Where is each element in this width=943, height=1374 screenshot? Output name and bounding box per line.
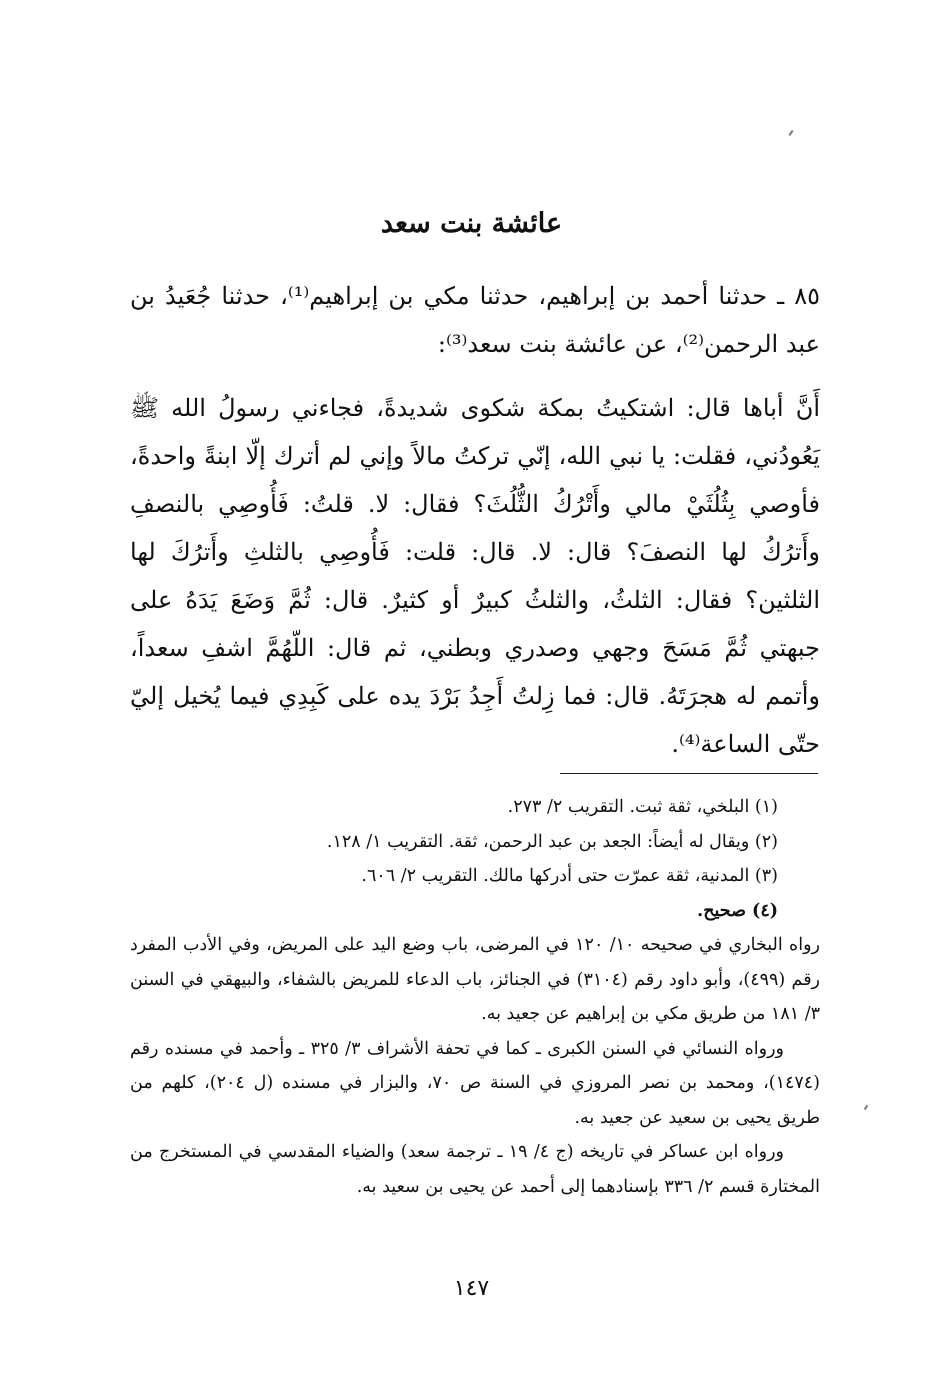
page-number: ١٤٧: [453, 1276, 490, 1301]
footnote-2: (٢) ويقال له أيضاً: الجعد بن عبد الرحمن، ثقة. التقريب ١/ ١٢٨.: [326, 831, 778, 852]
scan-speck: [788, 130, 793, 136]
section-title: عائشة بنت سعد: [380, 208, 563, 239]
footnote-divider: [560, 773, 818, 774]
footnotes: [130, 790, 820, 1204]
hadith-text: أَنَّ أباها قال: اشتكيتُ بمكة شكوى شديدةً، فجاءني رسولُ الله ﷺ يَعُودُني، فقلت: يا نبي الله، إنّي تركتُ مالاً وإني لم أترك إلّا ابنةً واحدةً، فأوصي بِثُلُثَيْ مالي وأَتْرُكُ الثُّلُثَ؟ فقال: لا. قلتُ: فَأُوصِي بالنصفِ وأَترُكُ لها النصفَ؟ قال: لا. قال: قلت: فَأُوصِي بالثلثِ وأَترُكَ لها الثلثين؟ فقال: الثلثُ، والثلثُ كبيرٌ أو كثيرٌ. قال: ثُمَّ وَضَعَ يَدَهُ على جبهتي ثُمَّ مَسَحَ وجهي وصدري وبطني، ثم قال: اللّهُمَّ اشفِ سعداً، وأتمم له هجرَتَهُ. قال: فما زِلتُ أَجِدُ بَرْدَ يده على كَبِدِي فيما يُخيل إليّ حتّى الساعة⁽⁴⁾.: [130, 394, 820, 758]
scan-speck: [864, 1105, 869, 1110]
footnote-4: (٤) صحيح.: [697, 900, 778, 921]
takhrij-paragraph: ورواه النسائي في السنن الكبرى ـ كما في تحفة الأشراف ٣/ ٣٢٥ ـ وأحمد في مسنده رقم (١٤٧٤)، ومحمد بن نصر المروزي في السنة ص ٧٠، والبزار في مسنده (ل ٢٠٤)، كلهم من طريق يحيى بن سعيد عن جعيد به.: [130, 1038, 820, 1128]
footnote-1: (١) البلخي، ثقة ثبت. التقريب ٢/ ٢٧٣.: [507, 797, 778, 817]
takhrij-paragraph: رواه البخاري في صحيحه ١٠/ ١٢٠ في المرضى، باب وضع اليد على المريض، وفي الأدب المفرد رقم (٤٩٩)، وأبو داود رقم (٣١٠٤) في الجنائز، باب الدعاء للمريض بالشفاء، والبيهقي في السنن ٣/ ١٨١ من طريق مكي بن إبراهيم عن جعيد به.: [130, 935, 821, 1024]
takhrij-paragraph: ورواه ابن عساكر في تاريخه (ج ٤/ ١٩ ـ ترجمة سعد) والضياء المقدسي في المستخرج من المختارة قسم ٢/ ٣٣٦ بإسنادهما إلى أحمد عن يحيى بن سعيد به.: [130, 1142, 820, 1197]
footnote-3: (٣) المدنية، ثقة عمرّت حتى أدركها مالك. التقريب ٢/ ٦٠٦.: [361, 866, 778, 886]
isnad-paragraph: ٨٥ ـ حدثنا أحمد بن إبراهيم، حدثنا مكي بن إبراهيم⁽¹⁾، حدثنا جُعَيدُ بن عبد الرحمن⁽²⁾، عن عائشة بنت سعد⁽³⁾:: [130, 282, 820, 358]
